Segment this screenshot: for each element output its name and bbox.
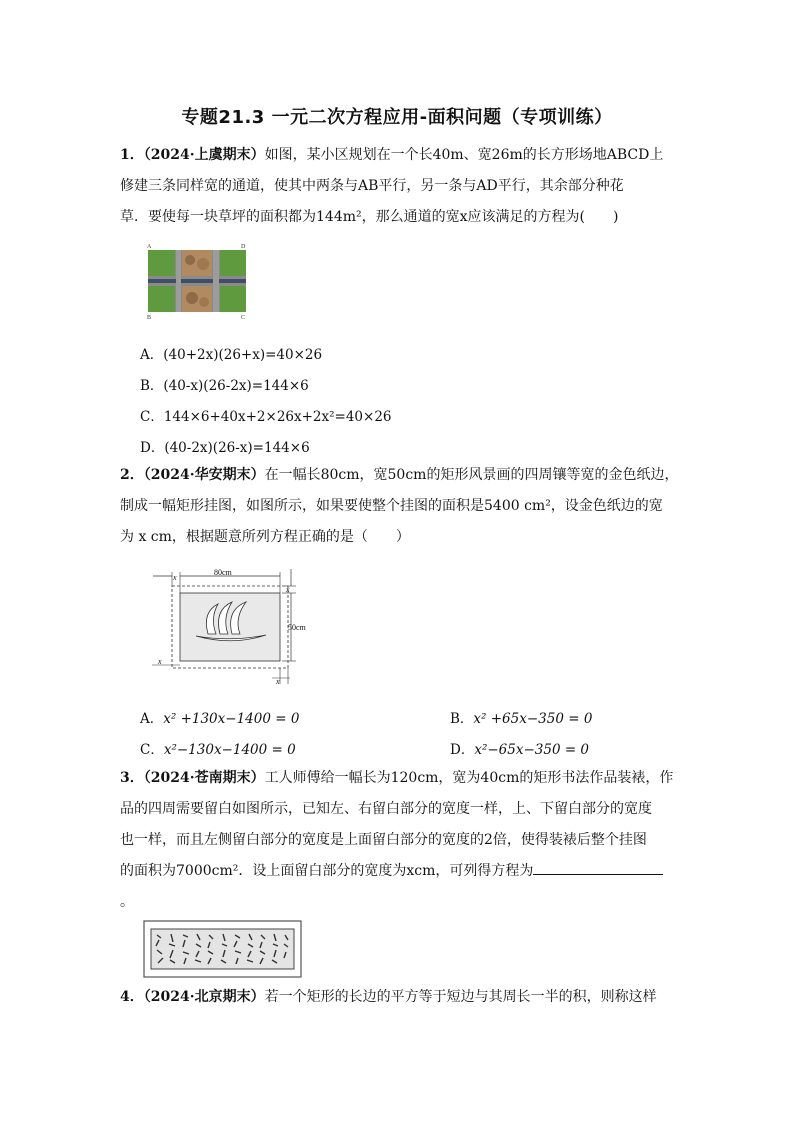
lawn-plot (148, 286, 175, 312)
road-center-line (148, 279, 246, 283)
answer-blank[interactable] (533, 860, 663, 875)
figure-label-b: B (147, 315, 152, 321)
flower-patch (185, 255, 195, 265)
option-a: A．x² +130x−1400 = 0 (140, 711, 300, 727)
figure-label-d: D (241, 244, 246, 250)
question-text: 为 x cm，根据题意所列方程正确的是（ ） (120, 529, 410, 545)
question-number: 4． (120, 989, 144, 1005)
question-text: 草．要使每一块草坪的面积都为144m²，那么通道的宽x应该满足的方程为( ) (120, 209, 619, 225)
question-tail: 。 (120, 894, 134, 910)
x-label-bottom-left: x (158, 657, 162, 666)
option-b: B．x² +65x−350 = 0 (450, 711, 593, 727)
question-text: 在一幅长80cm，宽50cm的矩形风景画的四周镶等宽的金色纸边， (264, 467, 679, 483)
x-label-top-left: x (173, 573, 177, 582)
park-layout-figure (145, 242, 250, 322)
question-text: 也一样，而且左侧留白部分的宽度是上面留白部分的宽度的2倍，使得装裱后整个挂图 (120, 832, 647, 848)
option-d: D．x²−65x−350 = 0 (450, 742, 590, 758)
question-text: 制成一幅矩形挂图，如图所示，如果要使整个挂图的面积是5400 cm²，设金色纸边的宽 (120, 498, 663, 514)
option-c: C．144×6+40x+2×26x+2x²=40×26 (140, 409, 392, 425)
calligraphy-figure (143, 920, 303, 978)
question-number: 2． (120, 467, 144, 483)
flower-patch (197, 258, 209, 270)
flower-patch (186, 292, 198, 304)
page-title: 专题21.3 一元二次方程应用-面积问题（专项训练） (181, 107, 613, 128)
lawn-plot (148, 250, 175, 276)
option-d: D．(40-2x)(26-x)=144×6 (140, 440, 310, 456)
question-4 (120, 982, 680, 1013)
question-text: 若一个矩形的长边的平方等于短边与其周长一半的积，则称这样 (264, 989, 657, 1005)
option-c: C．x²−130x−1400 = 0 (140, 742, 296, 758)
option-equation: x² +65x−350 = 0 (473, 711, 593, 727)
question-text: 的面积为7000cm²．设上面留白部分的宽度为xcm，可列得方程为 (120, 863, 534, 879)
question-source: （2024·上虞期末） (143, 147, 265, 163)
option-equation: x²−65x−350 = 0 (474, 742, 590, 758)
figure-label-a: A (147, 244, 152, 250)
x-label-bottom-right: x (276, 677, 280, 686)
figure-label-c: C (241, 315, 246, 321)
question-text: 如图，某小区规划在一个长40m、宽26m的长方形场地ABCD上 (264, 147, 664, 163)
option-equation: x²−130x−1400 = 0 (163, 742, 296, 758)
question-source: （2024·苍南期末） (143, 770, 265, 786)
calligraphy-area (151, 929, 294, 969)
lawn-plot (220, 286, 246, 312)
path-strip (213, 250, 219, 312)
question-text: 品的四周需要留白如图所示，已知左、右留白部分的宽度一样，上、下留白部分的宽度 (120, 801, 652, 817)
question-3 (120, 763, 680, 918)
question-text: 工人师傅给一幅长为120cm，宽为40cm的矩形书法作品装裱，作 (264, 770, 674, 786)
question-1 (120, 140, 680, 233)
flower-patch (199, 297, 209, 307)
dimension-label-80cm: 80cm (214, 568, 232, 577)
option-equation: x² +130x−1400 = 0 (163, 711, 300, 727)
question-source: （2024·北京期末） (143, 989, 265, 1005)
option-a: A．(40+2x)(26+x)=40×26 (140, 347, 323, 363)
question-number: 1． (120, 147, 144, 163)
path-strip (176, 250, 181, 312)
question-text: 修建三条同样宽的通道，使其中两条与AB平行，另一条与AD平行，其余部分种花 (120, 178, 624, 194)
option-b: B．(40-x)(26-2x)=144×6 (140, 378, 309, 394)
painting-frame-figure (150, 566, 310, 688)
question-source: （2024·华安期末） (143, 467, 265, 483)
question-number: 3． (120, 770, 144, 786)
lawn-plot (220, 250, 246, 276)
question-2 (120, 460, 680, 553)
dimension-label-50cm: 50cm (288, 623, 306, 632)
x-label-right: x (286, 585, 290, 594)
